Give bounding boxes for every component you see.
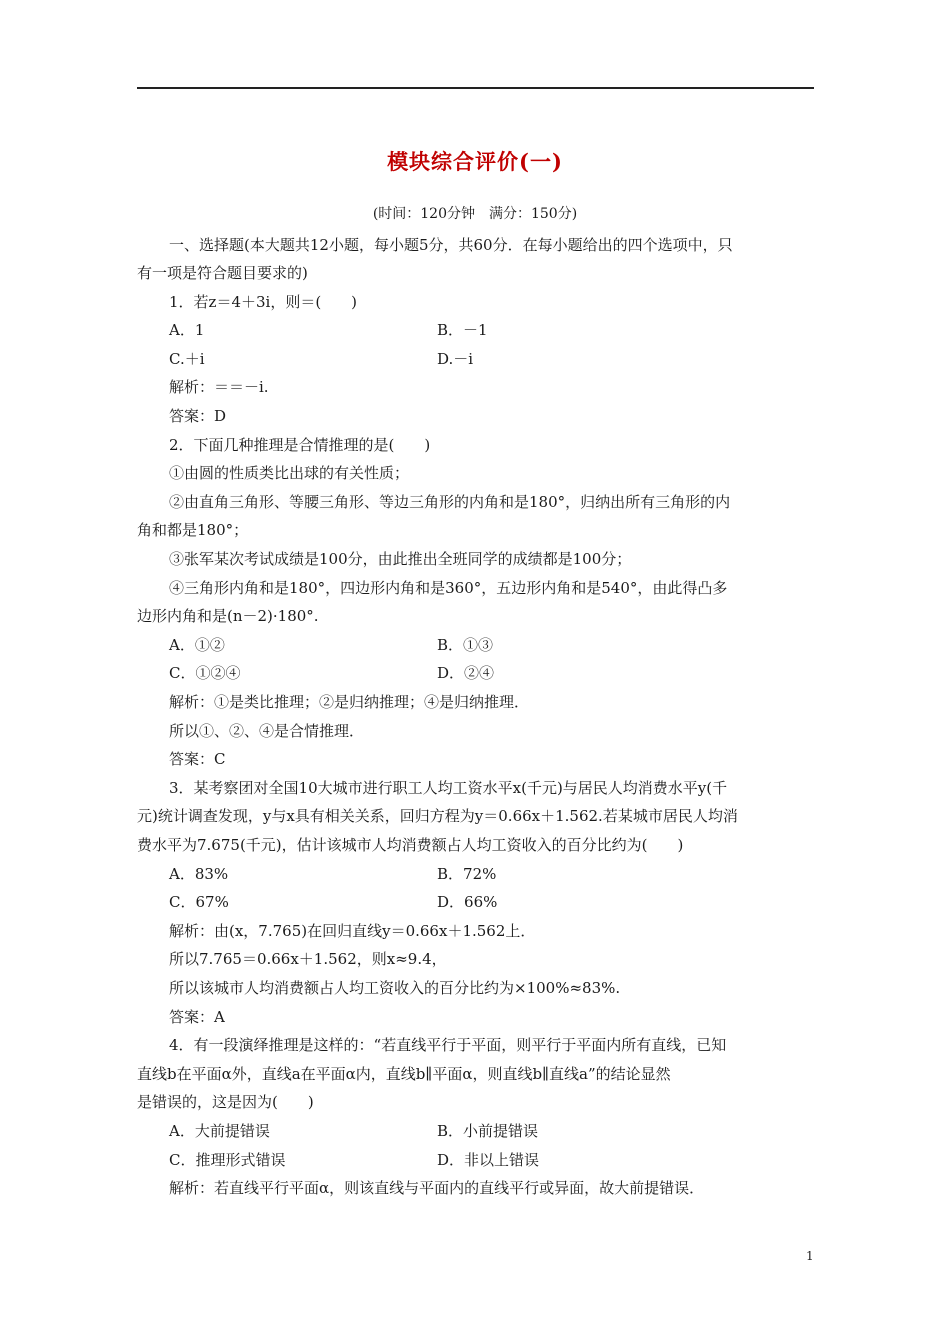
q1-analysis: 解析：＝＝－i.	[169, 378, 269, 396]
q3-stem-cont-2: 费水平为7.675(千元)，估计该城市人均消费额占人均工资收入的百分比约为( )	[137, 836, 684, 854]
q2-item-1: ①由圆的性质类比出球的有关性质；	[169, 464, 410, 482]
q4-stem-cont-1: 直线b在平面α外，直线a在平面α内，直线b∥平面α，则直线b∥直线a”的结论显然	[137, 1065, 671, 1083]
q2-option-a: A．①②	[169, 636, 225, 654]
q2-item-4-cont: 边形内角和是(n－2)·180°.	[137, 607, 319, 625]
q2-answer: 答案：C	[169, 750, 226, 768]
q2-option-d: D．②④	[437, 664, 495, 682]
q3-option-c: C．67%	[169, 893, 229, 911]
q2-analysis-cont: 所以①、②、④是合情推理．	[169, 722, 365, 740]
q1-option-c: C.＋i	[169, 350, 205, 368]
q1-option-d: D.－i	[437, 350, 474, 368]
q3-analysis-cont-1: 所以7.765＝0.66x＋1.562，则x≈9.4，	[169, 950, 447, 968]
q3-option-d: D．66%	[437, 893, 498, 911]
q4-analysis: 解析：若直线平行平面α，则该直线与平面内的直线平行或异面，故大前提错误．	[169, 1179, 705, 1197]
q3-option-a: A．83%	[169, 865, 229, 883]
q4-option-b: B．小前提错误	[437, 1122, 539, 1140]
q4-option-d: D．非以上错误	[437, 1151, 540, 1169]
q2-item-2-cont: 角和都是180°；	[137, 521, 249, 539]
page-number: 1	[806, 1249, 814, 1263]
exam-info: (时间：120分钟 满分：150分)	[372, 206, 578, 222]
q1-option-b: B．－1	[437, 321, 488, 339]
q3-stem-cont-1: 元)统计调查发现，y与x具有相关关系，回归方程为y＝0.66x＋1.562.若某城市居民人均消	[137, 807, 738, 825]
q2-item-2: ②由直角三角形、等腰三角形、等边三角形的内角和是180°，归纳出所有三角形的内	[169, 493, 731, 511]
q3-analysis: 解析：由(x，7.765)在回归直线y＝0.66x＋1.562上．	[169, 922, 536, 940]
q1-option-a: A．1	[169, 321, 205, 339]
q2-item-3: ③张军某次考试成绩是100分，由此推出全班同学的成绩都是100分；	[169, 550, 632, 568]
section-heading: 一、选择题(本大题共12小题，每小题5分，共60分．在每小题给出的四个选项中，只	[169, 236, 733, 254]
q4-stem: 4．有一段演绎推理是这样的：“若直线平行于平面，则平行于平面内所有直线，已知	[169, 1036, 727, 1054]
q1-answer: 答案：D	[169, 407, 227, 425]
q2-option-c: C．①②④	[169, 664, 241, 682]
q3-answer: 答案：A	[169, 1008, 225, 1026]
q4-stem-cont-2: 是错误的，这是因为( )	[137, 1093, 314, 1111]
q4-option-a: A．大前提错误	[169, 1122, 270, 1140]
q2-analysis: 解析：①是类比推理；②是归纳推理；④是归纳推理．	[169, 693, 530, 711]
section-heading-cont: 有一项是符合题目要求的)	[137, 264, 308, 282]
q2-option-b: B．①③	[437, 636, 494, 654]
q4-option-c: C．推理形式错误	[169, 1151, 286, 1169]
q2-item-4: ④三角形内角和是180°，四边形内角和是360°，五边形内角和是540°，由此得凸多	[169, 579, 728, 597]
q1-stem: 1．若z＝4＋3i，则＝( )	[169, 293, 358, 311]
q3-stem: 3．某考察团对全国10大城市进行职工人均工资水平x(千元)与居民人均消费水平y(千	[169, 779, 728, 797]
page-title: 模块综合评价(一)	[387, 149, 563, 174]
q3-analysis-cont-2: 所以该城市人均消费额占人均工资收入的百分比约为×100%≈83%.	[169, 979, 621, 997]
header-rule	[137, 87, 814, 89]
q3-option-b: B．72%	[437, 865, 497, 883]
q2-stem: 2．下面几种推理是合情推理的是( )	[169, 436, 431, 454]
